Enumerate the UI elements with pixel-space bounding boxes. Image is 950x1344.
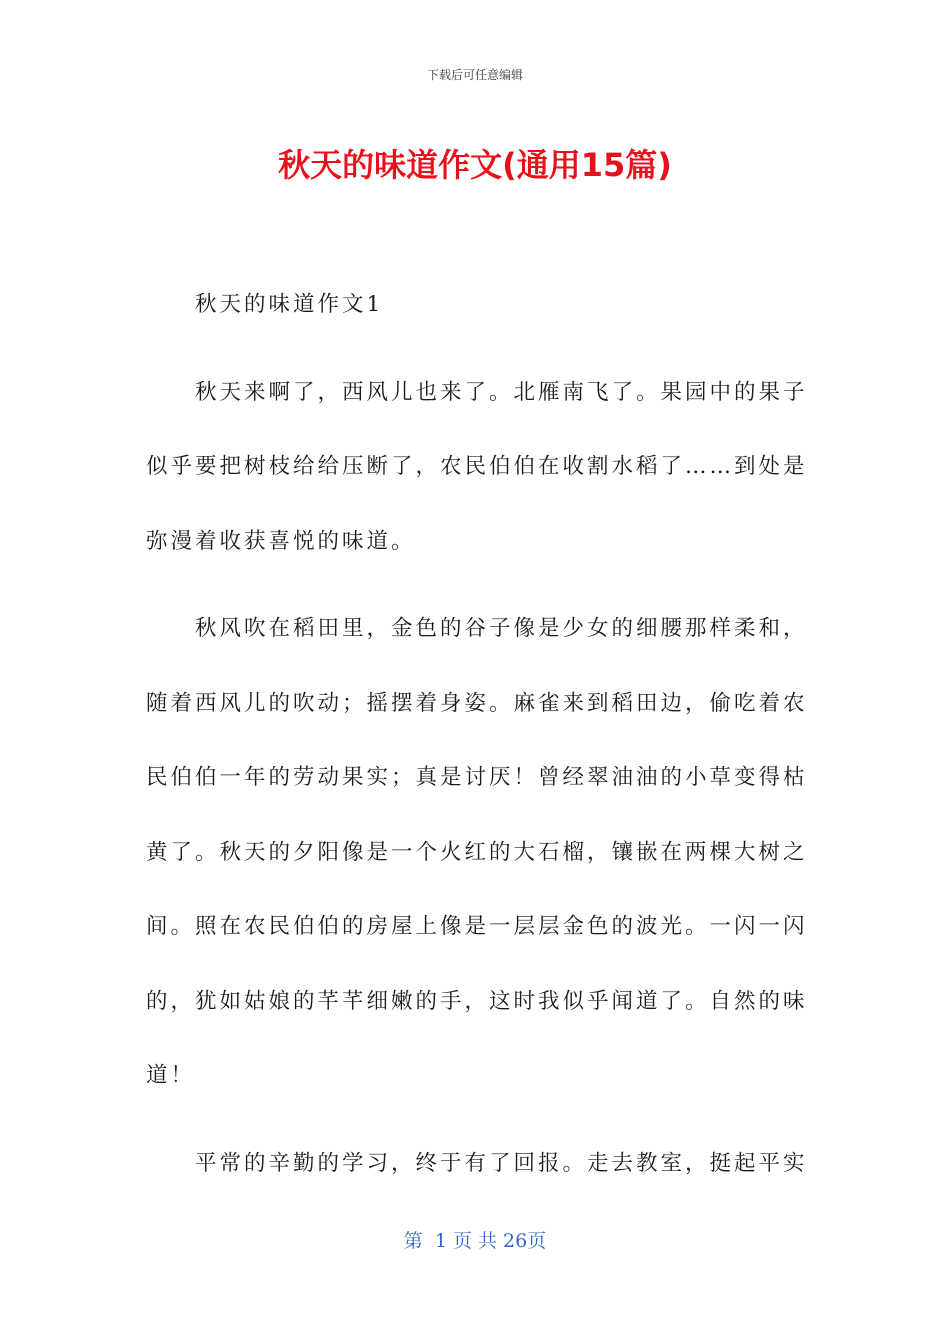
paragraph-line: 弥漫着收获喜悦的味道。 [146,528,416,554]
paragraph [146,592,808,1114]
paragraph-line: 的，犹如姑娘的芊芊细嫩的手，这时我似乎闻道了。自然的味 [146,988,808,1014]
paragraph-line: 秋风吹在稻田里，金色的谷子像是少女的细腰那样柔和， [195,616,808,641]
document-body [146,268,808,1214]
paragraph-line: 随着西风儿的吹动；摇摆着身姿。麻雀来到稻田边，偷吃着农 [146,690,808,716]
paragraph-line: 黄了。秋天的夕阳像是一个火红的大石榴，镶嵌在两棵大树之 [146,839,808,865]
paragraph [146,1127,808,1202]
page-header-note: 下载后可任意编辑 [426,68,523,82]
paragraph-line: 道！ [146,1063,196,1088]
page-number: 第 1 页 共 26页 [403,1230,547,1252]
paragraph-line: 平常的辛勤的学习，终于有了回报。走去教室，挺起平实 [195,1150,808,1176]
paragraph-line: 秋天的味道作文1 [195,292,384,317]
paragraph-line: 似乎要把树枝给给压断了，农民伯伯在收割水稻了……到处是 [146,454,808,479]
document-title: 秋天的味道作文(通用15篇) [278,146,672,184]
paragraph-line: 间。照在农民伯伯的房屋上像是一层层金色的波光。一闪一闪 [146,914,808,939]
paragraph-line: 秋天来啊了，西风儿也来了。北雁南飞了。果园中的果子 [195,379,808,405]
paragraph-heading [146,268,796,343]
paragraph [146,356,808,580]
paragraph-line: 民伯伯一年的劳动果实；真是讨厌！曾经翠油油的小草变得枯 [146,765,808,790]
